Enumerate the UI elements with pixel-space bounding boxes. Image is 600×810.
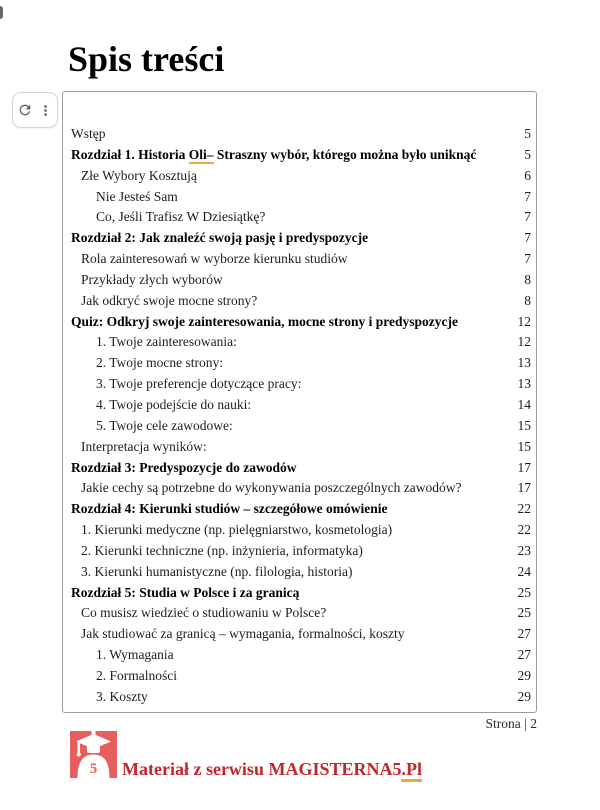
toc-entry-label: 2. Twoje mocne strony: [96, 355, 224, 371]
toc-row [71, 312, 531, 333]
toc-entry-label: Quiz: Odkryj swoje zainteresowania, mocne strony i predyspozycje [71, 313, 458, 329]
toc-entry-page-number: 5 [524, 126, 531, 141]
toc-entry-page-number: 15 [517, 417, 531, 433]
toc-row [71, 603, 531, 624]
toc-entry-page-number: 13 [517, 355, 531, 371]
toc-entry-label: Interpretacja wyników: [81, 438, 207, 454]
toc-row [71, 687, 531, 708]
toc-row [71, 624, 531, 645]
toc-row [71, 228, 531, 249]
page-title: Spis treści [68, 39, 225, 79]
toc-entry-label: Rozdział 4: Kierunki studiów – szczegółowe omówienie [71, 501, 388, 517]
toc-row [71, 145, 531, 166]
toc-row [71, 249, 531, 270]
page-number-label: Strona | 2 [485, 716, 537, 731]
toc-entry-page-number: 27 [517, 647, 531, 663]
toc-entry-page-number: 17 [517, 480, 531, 496]
toc-row [71, 437, 531, 458]
toc-entry-label: 2. Kierunki techniczne (np. inżynieria, informatyka) [81, 542, 363, 558]
toc-entry-label: Rozdział 5: Studia w Polsce i za granicą [71, 584, 300, 600]
toc-entry-label: Rozdział 2: Jak znaleźć swoją pasję i predyspozycje [71, 230, 369, 246]
toc-entry-page-number: 25 [517, 605, 531, 621]
toc-entry-label: Złe Wybory Kosztują [81, 167, 197, 183]
toc-entry-page-number: 27 [517, 626, 531, 642]
toc-entry-page-number: 29 [517, 667, 531, 683]
toc-entry-label: Co musisz wiedzieć o studiowaniu w Polsce? [81, 605, 327, 621]
edge-artifact [0, 6, 3, 19]
toc-entry-page-number: 22 [517, 522, 531, 538]
toc-entry-label: Rozdział 1. Historia Oli– Straszny wybór, którego można było uniknąć [71, 146, 477, 162]
toc-entry-label: 2. Formalności [96, 667, 177, 683]
toc-row [71, 583, 531, 604]
toc-entry-label: 3. Twoje preferencje dotyczące pracy: [96, 376, 302, 392]
toc-entry-label: 1. Twoje zainteresowania: [96, 334, 237, 350]
toc-entry-page-number: 22 [517, 501, 531, 517]
toc-row [71, 291, 531, 312]
toc-entry-page-number: 7 [524, 188, 531, 204]
toc-entry-label: 3. Koszty [96, 688, 148, 704]
toc-row [71, 187, 531, 208]
toc-entry-page-number: 29 [517, 688, 531, 704]
toc-entry-page-number: 8 [524, 292, 531, 308]
toc-row [71, 499, 531, 520]
toc-rows [71, 124, 531, 708]
more-options-button[interactable] [36, 101, 54, 119]
toc-row [71, 645, 531, 666]
toc-row [71, 353, 531, 374]
toc-entry-label: 5. Twoje cele zawodowe: [96, 417, 233, 433]
brand-link[interactable] [122, 759, 422, 780]
toc-entry-label: Rola zainteresowań w wyborze kierunku studiów [81, 251, 348, 267]
toc-entry-label: 1. Wymagania [96, 647, 174, 663]
toc-entry-label: Rozdział 3: Predyspozycje do zawodów [71, 459, 297, 475]
toc-entry-page-number: 15 [517, 438, 531, 454]
toc-row [71, 458, 531, 479]
toc-entry-page-number: 6 [524, 167, 531, 183]
brand-text-domain: .Pl [401, 759, 422, 782]
graduate-icon [70, 731, 117, 778]
toc-row [71, 166, 531, 187]
toc-row [71, 416, 531, 437]
refresh-icon [17, 102, 33, 118]
toc-row [71, 541, 531, 562]
toc-row [71, 395, 531, 416]
toc-entry-page-number: 12 [517, 313, 531, 329]
toc-entry-page-number: 17 [517, 459, 531, 475]
toc-entry-label: Przykłady złych wyborów [81, 271, 223, 287]
toc-row [71, 374, 531, 395]
toc-entry-page-number: 7 [524, 230, 531, 246]
toc-row [71, 562, 531, 583]
brand-text-main: Materiał z serwisu MAGISTERNA5 [122, 759, 402, 779]
toc-row [71, 124, 531, 145]
refresh-button[interactable] [16, 101, 34, 119]
toc-entry-page-number: 7 [524, 251, 531, 267]
toc-row [71, 207, 531, 228]
toc-entry-label: Jak odkryć swoje mocne strony? [81, 292, 258, 308]
toc-entry-label: 1. Kierunki medyczne (np. pielęgniarstwo, kosmetologia) [81, 522, 393, 538]
toc-entry-label: Co, Jeśli Trafisz W Dziesiątkę? [96, 209, 266, 225]
toc-entry-page-number: 14 [517, 396, 531, 412]
viewer-toolbar [12, 92, 58, 128]
toc-entry-page-number: 25 [517, 584, 531, 600]
toc-row [71, 666, 531, 687]
toc-row [71, 270, 531, 291]
toc-entry-label: 4. Twoje podejście do nauki: [96, 396, 252, 412]
toc-entry-page-number: 24 [517, 563, 531, 579]
toc-entry-label: Wstęp [71, 126, 106, 141]
toc-entry-label: Nie Jesteś Sam [96, 188, 178, 204]
toc-entry-page-number: 8 [524, 271, 531, 287]
kebab-menu-icon [38, 103, 53, 118]
logo-number: 5 [89, 761, 98, 777]
toc-entry-label: Jak studiować za granicą – wymagania, formalności, koszty [81, 626, 405, 642]
toc-entry-label: Jakie cechy są potrzebne do wykonywania poszczególnych zawodów? [81, 480, 462, 496]
toc-entry-page-number: 7 [524, 209, 531, 225]
toc-entry-page-number: 12 [517, 334, 531, 350]
toc-entry-page-number: 13 [517, 376, 531, 392]
brand-logo [70, 731, 117, 778]
table-of-contents-panel [62, 91, 537, 713]
toc-row [71, 520, 531, 541]
toc-row [71, 478, 531, 499]
toc-entry-label: 3. Kierunki humanistyczne (np. filologia, historia) [81, 563, 353, 579]
toc-entry-page-number: 23 [517, 542, 531, 558]
toc-row [71, 332, 531, 353]
toc-entry-page-number: 5 [524, 146, 531, 162]
